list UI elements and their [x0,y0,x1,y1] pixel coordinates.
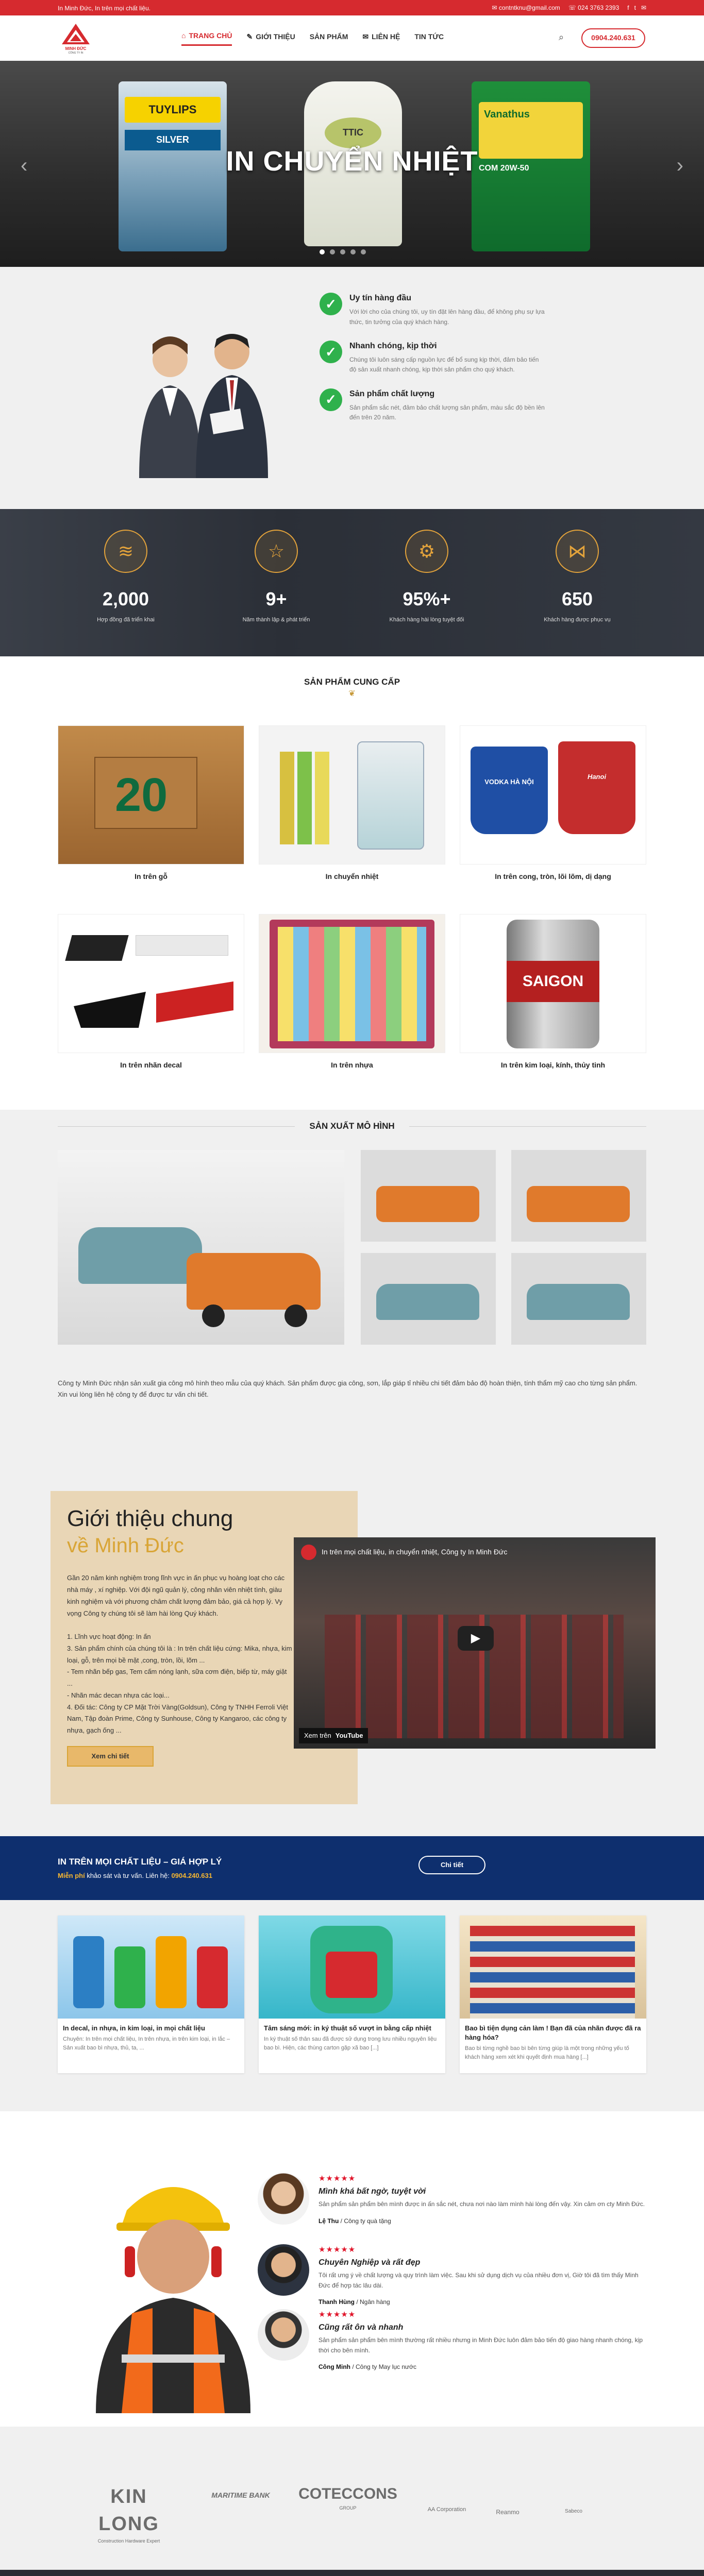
testimonial-item: ★★★★★ Mình khá bất ngờ, tuyệt vời Sản phẩm sản phẩm bên mình được in ấn sắc nét, chưa nơi nào làm mình hài lòng đến vậy. Xin cảm ơn cty Minh Đức. Lệ Thu / Công ty quà tặng [258,2173,649,2240]
ornament-icon: ❦ [348,689,356,698]
site-header [0,15,704,61]
nav-products[interactable]: SẢN PHẨM [309,32,348,41]
product-heat-transfer-image [259,725,445,865]
top-bar-tagline: In Minh Đức, In trên mọi chất liệu. [58,5,151,12]
feature-item: ✓ Sản phẩm chất lượng Sản phẩm sắc nét, đảm bảo chất lượng sản phẩm, màu sắc độ bền lên đến trên 20 năm. [320,388,546,423]
search-icon[interactable]: ⌕ [559,32,564,42]
pencil-icon: ✎ [246,32,253,41]
feature-list [320,293,546,436]
slider-next-icon[interactable]: › [676,154,683,177]
news-card[interactable]: Tâm sáng mới: in ký thuật số vượt in bằng cấp nhiệt In ký thuật số thân sau đã được sử dụng trong lưu nhiều nguyên liệu bao bì. Hiện, các thùng carton gặp xã bao [...] [259,1916,445,2073]
banner-details-button[interactable]: Chi tiết [418,1856,485,1874]
hero-slider [0,61,704,267]
site-logo[interactable] [58,22,94,55]
top-bar-phone[interactable]: ☏ 024 3763 2393 [568,4,619,11]
rating-stars: ★★★★★ [319,2245,356,2254]
partner-logo[interactable]: COTECCONS GROUP [298,2485,397,2511]
worker-image [75,2169,271,2413]
slider-dot[interactable] [320,249,325,255]
nav-news[interactable]: TIN TỨC [414,32,444,41]
news-image [58,1916,244,2019]
cta-banner [0,1836,704,1900]
stat-customers: ⋈ 650 Khách hàng được phục vụ [526,530,629,624]
stats-section [0,509,704,656]
stat-contracts: ≋ 2,000 Hợp đồng đã triển khai [74,530,177,624]
slider-dot[interactable] [340,249,345,255]
product-card[interactable]: VODKA HÀ NỘI Hanoi In trên cong, tròn, lõi lõm, dị dạng [460,725,646,882]
product-card[interactable]: SAIGON In trên kim loại, kính, thủy tinh [460,914,646,1071]
news-section [0,1900,704,2111]
model-description: Công ty Minh Đức nhận sản xuất gia công mô hình theo mẫu của quý khách. Sản phẩm được gia công, sơn, lắp giáp tỉ nhiều chi tiết đảm bảo độ hoàn thiện, tính thẩm mỹ cao cho từng sản phẩm. Xin vui lòng liên hệ công ty để được tư vấn chi tiết. [58,1379,638,1399]
partner-logo[interactable]: MARITIME BANK [211,2491,270,2499]
intro-heading-2: về Minh Đức [67,1534,184,1557]
feature-item: ✓ Nhanh chóng, kịp thời Chúng tôi luôn sáng cấp nguồn lực để bổ sung kịp thời, đảm bảo tiến độ sản xuất nhanh chóng, kịp thời sản phẩm cho quý khách. [320,341,546,375]
hero-bucket-right: Vanathus COM 20W-50 [472,81,590,251]
play-icon[interactable]: ▶ [458,1626,494,1651]
news-image [460,1916,646,2019]
slider-dot[interactable] [361,249,366,255]
testimonial-item: ★★★★★ Cũng rất ôn và nhanh Sản phẩm sản phẩm bên mình thường rất nhiều nhưng in Minh Đức luôn đảm bảo tiến độ giao hàng nhanh chóng, kịp thời cho bên mình. Công Minh / Công ty May lục nước [258,2309,649,2376]
partner-logo[interactable]: Reanmo [496,2509,519,2516]
star-icon: ☆ [255,530,298,573]
logo-sub-text: CÔNG TY IN [68,52,83,55]
hero-bucket-left: TUYLIPS SILVER [119,81,227,251]
products-section [0,656,704,1110]
partner-logo[interactable]: KIN LONG Construction Hardware Expert [97,2486,160,2544]
model-main-image[interactable] [58,1150,344,1345]
news-image [259,1916,445,2019]
slider-dot[interactable] [350,249,356,255]
top-bar [0,0,704,15]
slider-prev-icon[interactable]: ‹ [21,154,28,177]
share-icon: ⋈ [556,530,599,573]
hotline-button[interactable]: 0904.240.631 [581,28,645,48]
testimonial-item: ★★★★★ Chuyên Nghiệp và rất đẹp Tôi rất ưng ý về chất lượng và quy trình làm việc. Sau khi sử dụng dịch vụ của nhiều đơn vị, Giờ tôi đã tìm thấy Minh Đức để hợp tác lâu dài. Thanh Hùng / Ngân hàng [258,2244,649,2311]
twitter-icon[interactable]: t [634,4,636,11]
product-wood-image: 20 [58,725,244,865]
main-nav [181,31,444,46]
avatar [258,2244,309,2296]
intro-paragraph: Gần 20 năm kinh nghiệm trong lĩnh vực in ấn phục vụ hoàng loạt cho các nhà máy , xí nghiệp. Với đội ngũ quản lý, công nhân viên nhiệt tình, giàu kinh nghiệm và với phương châm chất lượng đảm bảo, giá cả hợp lý. Vy vọng Công ty chúng tôi sẽ làm hài lòng Quý khách. 1. Lĩnh vực hoạt động: In ấn 3. Sản phẩm chính của chúng tôi là : In trên chất liệu cứng: Mika, nhựa, kim loại, gỗ, trên mọi bề mặt ,cong, tròn, lồi, lõm ... - Tem nhãn bếp gas, Tem cấm nóng lạnh, sữa cơm điện, biếp từ, máy giặt ... - Nhãn mác decan nhựa các loại... 4. Đối tác: Công ty CP Mặt Trời Vàng(Goldsun), Công ty TNHH Ferroli Việt Nam, Tập đoàn Prime, Công ty Sunhouse, Công ty Kangaroo, các công ty nhựa, gạch ống ... [67,1574,292,1735]
product-metal-image: SAIGON [460,914,646,1053]
site-footer [0,2570,704,2576]
check-icon: ✓ [320,388,342,411]
model-thumb[interactable] [511,1150,646,1242]
watch-on-youtube[interactable]: Xem trên YouTube [299,1728,368,1743]
stat-satisfaction: ⚙ 95%+ Khách hàng hài lòng tuyệt đối [375,530,478,624]
avatar [258,2173,309,2225]
partners-section [0,2427,704,2570]
stat-years: ☆ 9+ Năm thành lập & phát triển [225,530,328,624]
model-thumb[interactable] [511,1253,646,1345]
partner-logo[interactable]: AA Corporation [427,2506,466,2513]
check-icon: ✓ [320,341,342,363]
product-card[interactable]: In trên nhựa [259,914,445,1071]
intro-section [0,1429,704,1836]
contact-icon: ✉ [362,32,369,41]
news-card[interactable]: In decal, in nhựa, in kim loại, in mọi chất liệu Chuyên: In trên mọi chất liệu, In trên nhựa, in trên kim loại, in lắc – Sản xuất bao bì nhựa, thủ, ta, ... [58,1916,244,2073]
top-bar-email[interactable]: ✉ contntknu@gmail.com [492,4,560,11]
logo-brand-text: MINH ĐỨC [65,46,87,51]
channel-avatar [301,1545,316,1560]
intro-heading: Giới thiệu chung [67,1506,233,1531]
product-decal-image [58,914,244,1053]
banner-subtitle: Miễn phí khảo sát và tư vấn. Liên hệ: 0904.240.631 [58,1872,212,1879]
facebook-icon[interactable]: f [627,4,629,11]
business-people-image [108,324,309,478]
feature-item: ✓ Uy tín hàng đầu Với lời cho của chúng tôi, uy tín đặt lên hàng đầu, để không phụ sự lựa thức, tin tưởng của quý khách hàng. [320,293,546,327]
nav-contact[interactable]: ✉ LIÊN HỆ [362,31,400,46]
gear-icon: ⚙ [405,530,448,573]
product-card[interactable]: In trên nhãn decal [58,914,244,1071]
nav-about[interactable]: ✎ GIỚI THIỆU [246,31,295,46]
intro-details-button[interactable]: Xem chi tiết [67,1746,154,1767]
product-curved-image: VODKA HÀ NỘI Hanoi [460,725,646,865]
hero-title: IN CHUYỂN NHIỆT [226,146,478,177]
model-section [0,1110,704,1429]
home-icon: ⌂ [181,31,186,40]
check-icon: ✓ [320,293,342,315]
product-card[interactable]: In chuyển nhiệt [259,725,445,882]
rating-stars: ★★★★★ [319,2310,356,2319]
products-title: SẢN PHẨM CUNG CẤP [304,677,400,687]
rating-stars: ★★★★★ [319,2174,356,2183]
email-icon[interactable]: ✉ [641,4,646,11]
nav-home[interactable]: ⌂ TRANG CHỦ [181,31,232,46]
intro-video[interactable]: In trên mọi chất liệu, in chuyển nhiệt, Công ty In Minh Đức ▶ Xem trên YouTube [294,1537,656,1749]
layers-icon: ≋ [104,530,147,573]
news-card[interactable]: Bao bì tiện dụng cản làm ! Bạn đã của nhãn được đã ra hàng hóa? Bao bì từng nghề bao bì bên từng giúp là một trong những yếu tố khách hàng xem xét khi quyết định mua hàng [...] [460,1916,646,2073]
slider-dot[interactable] [330,249,335,255]
banner-title: IN TRÊN MỌI CHẤT LIỆU – GIÁ HỢP LÝ [58,1857,222,1867]
product-plastic-image [259,914,445,1053]
product-card[interactable]: 20 In trên gỗ [58,725,244,882]
model-thumb[interactable] [361,1253,496,1345]
avatar [258,2309,309,2361]
model-title: SẢN XUẤT MÔ HÌNH [309,1121,395,1131]
features-section [0,267,704,509]
slider-dots [320,249,366,255]
testimonials-section [0,2111,704,2427]
model-thumb[interactable] [361,1150,496,1242]
hero-bucket-center: TTIC [304,81,402,246]
partner-logo[interactable]: Sabeco [565,2509,582,2514]
